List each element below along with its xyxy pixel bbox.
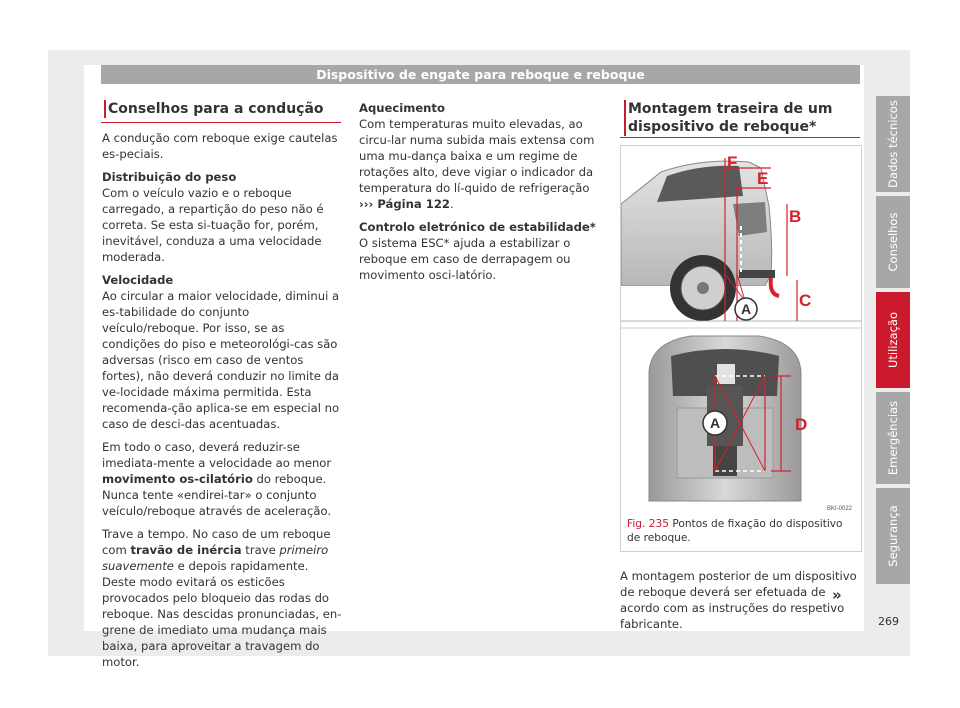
tab-emergencias[interactable]: Emergências [876,392,910,484]
speed-subtitle: Velocidade [102,273,174,287]
heading-accent-bar [104,100,106,118]
label-c: C [799,291,812,310]
tab-conselhos[interactable]: Conselhos [876,196,910,288]
section-divider [101,122,341,123]
column-3 [620,568,858,639]
oscillation-paragraph: Em todo o caso, deverá reduzir-se imediata-mente a velocidade ao menor movimento os-cilatório do reboque. Nunca tente «endirei-tar» o conjunto veículo/reboque através de aceleração. [102,440,332,518]
braking-paragraph: Trave a tempo. No caso de um reboque com travão de inércia trave primeiro suavemente e depois rapidamente. Deste modo evitará os esticões provocados pelo bloqueio das rodas do reboque. Nas descidas pronunciadas, en-grene de imediato uma mudança mais baixa, para aproveitar a travagem do motor. [102,527,342,669]
continues-marker: » [832,586,842,604]
heating-subtitle: Aquecimento [359,101,445,115]
label-f: F [727,153,738,172]
intro-paragraph: A condução com reboque exige cautelas es-peciais. [102,131,338,161]
label-e: E [757,169,769,188]
label-d: D [795,415,808,434]
car-top-view [649,336,853,512]
label-a-side: A [740,301,752,317]
weight-subtitle: Distribuição do peso [102,170,237,184]
figure-code: BKI-0022 [827,506,853,512]
label-a-top: A [709,415,721,431]
tab-dados-tecnicos[interactable]: Dados técnicos [876,96,910,192]
car-side-view [621,153,861,326]
figure-box [620,145,862,552]
section-title-rear-mount: Montagem traseira de um dispositivo de reboque* [628,100,856,136]
heading-accent-bar [624,100,626,136]
speed-paragraph: Velocidade Ao circular a maior velocidade, diminui a es-tabilidade do conjunto veículo/reboque. Por isso, se as condições do piso e meteorológi-cas são adversas (risco em caso de ventos fortes), não deverá conduzir no limite da ve-locidade máxima permitida. Esta recomenda-ção aplica-se em especial no caso de desci-das acentuadas. [102,272,342,432]
page-number: 269 [878,615,899,628]
chapter-header: Dispositivo de engate para reboque e reboque [101,65,860,84]
tab-utilizacao[interactable]: Utilização [876,292,910,388]
esc-paragraph: Controlo eletrónico de estabilidade* O sistema ESC* ajuda a estabilizar o reboque em caso de derrapagem ou movimento osci-latório. [359,219,602,283]
heating-paragraph: Aquecimento Com temperaturas muito elevadas, ao circu-lar numa subida mais extensa com uma mu-dança baixa e um regime de rotações alto, deve vigiar o indicador da temperatura do lí-quido de refrigeração ››› Página 122. [359,100,602,212]
column-2 [359,100,602,290]
mounting-paragraph: A montagem posterior de um dispositivo de reboque deverá ser efetuada de acordo com as instruções do respetivo fabricante. [620,569,857,631]
esc-subtitle: Controlo eletrónico de estabilidade* [359,220,596,234]
tab-seguranca[interactable]: Segurança [876,488,910,584]
page-reference-link[interactable]: ››› Página 122 [359,197,450,211]
label-b: B [789,207,802,226]
figure-number: Fig. 235 [627,518,669,530]
section-title-driving-tips: Conselhos para a condução [108,100,324,118]
figure-caption: Fig. 235 Pontos de fixação do dispositivo de reboque. [627,518,843,544]
tow-hitch-illustration [621,146,861,551]
section-divider [620,137,860,138]
weight-paragraph: Distribuição do peso Com o veículo vazio e o reboque carregado, a repartição do peso não é correta. Se esta si-tuação for, porém, inevitável, conduza a uma velocidade moderada. [102,169,342,265]
column-1 [102,130,342,677]
